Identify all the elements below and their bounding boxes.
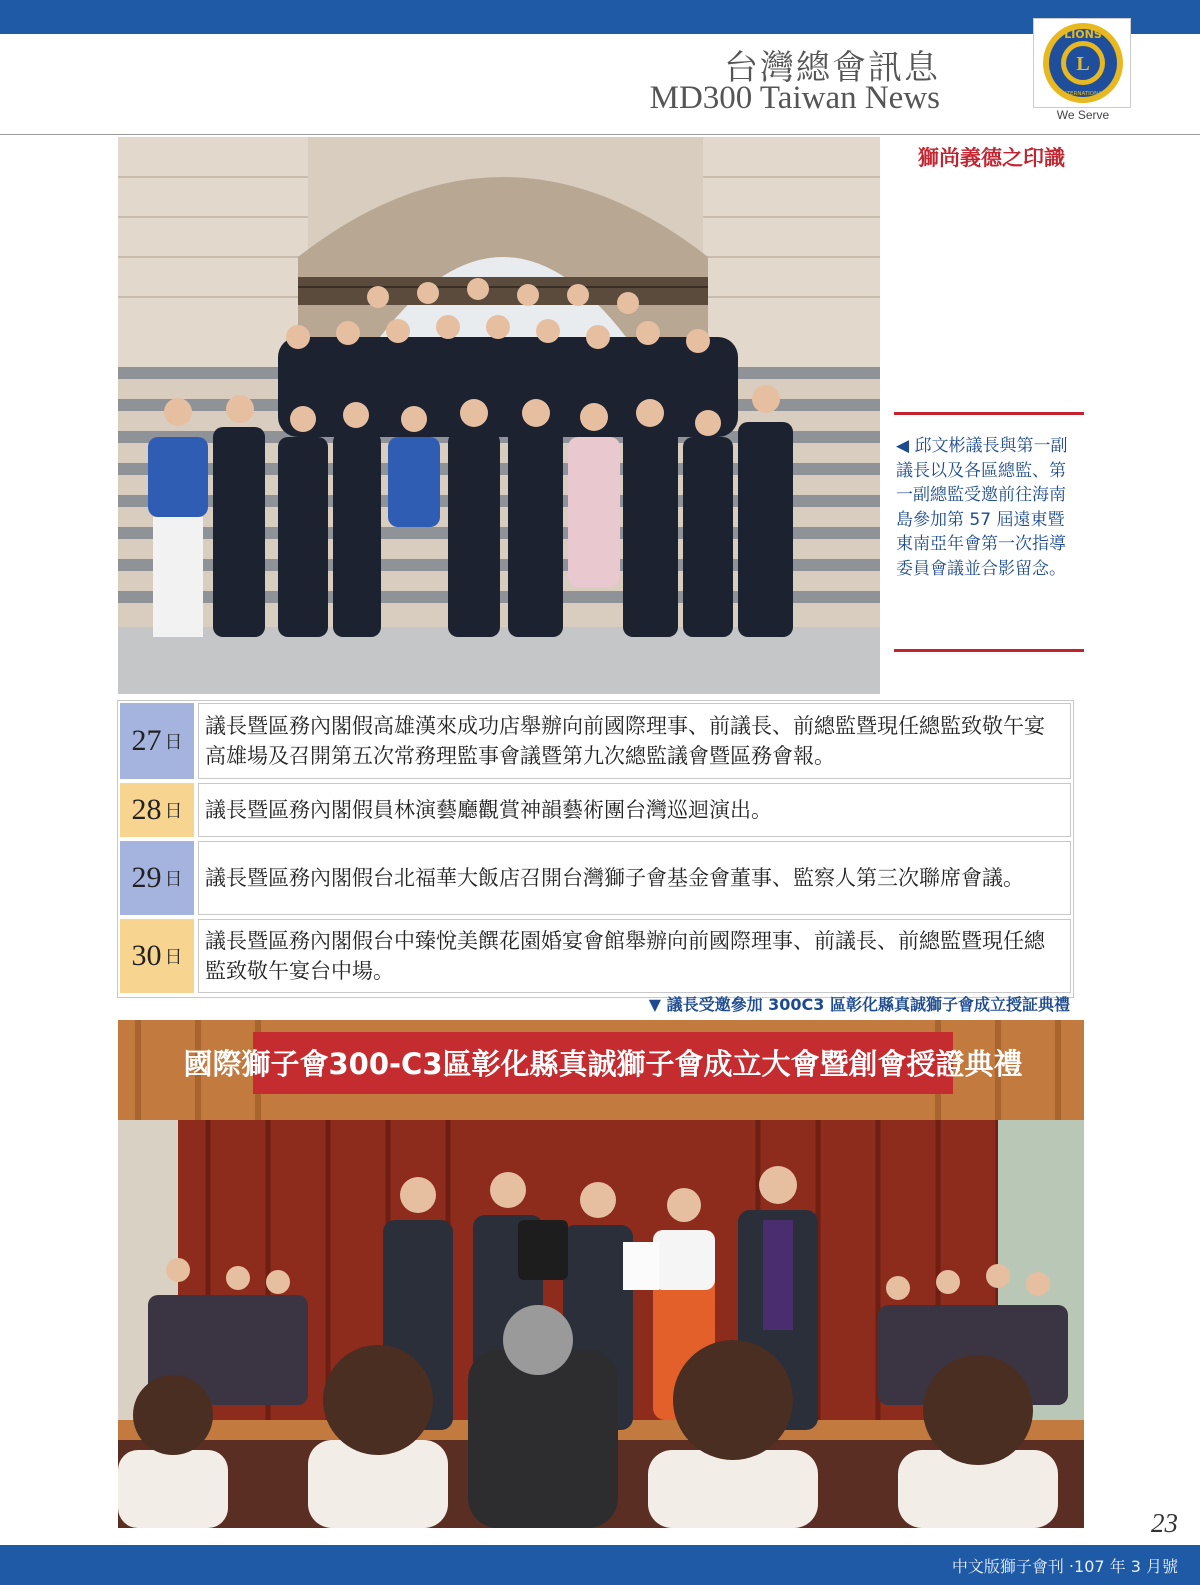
day-unit: 日 <box>164 732 183 753</box>
schedule-table <box>117 700 1074 998</box>
schedule-day <box>120 841 194 915</box>
group-photo-steps <box>118 137 880 694</box>
logo-word: LIONS <box>1064 28 1102 41</box>
schedule-entry: 議長暨區務內閣假台北福華大飯店召開台灣獅子會基金會董事、監察人第三次聯席會議。 <box>198 841 1071 915</box>
schedule-entry: 議長暨區務內閣假員林演藝廳觀賞神韻藝術團台灣巡迴演出。 <box>198 783 1071 837</box>
photo2-caption: ▼ 議長受邀參加 300C3 區彰化縣真誠獅子會成立授証典禮 <box>648 995 1070 1014</box>
page-number: 23 <box>1151 1508 1178 1538</box>
ceremony-photo <box>118 1020 1084 1528</box>
ceremony-banner-text: 國際獅子會300-C3區彰化縣真誠獅子會成立大會暨創會授證典禮 <box>183 1047 1023 1081</box>
header-divider <box>0 134 1200 135</box>
day-number: 30 <box>131 939 162 972</box>
left-arrow-icon: ◀ <box>896 436 910 456</box>
section-tag: 獅尚義德之印識 <box>918 145 1065 170</box>
schedule-day <box>120 919 194 993</box>
top-color-bar <box>0 0 1200 34</box>
day-number: 29 <box>131 861 162 894</box>
ceremony-photo-illustration <box>118 1020 1084 1528</box>
lions-emblem-icon <box>1041 21 1125 105</box>
group-photo-illustration <box>118 137 880 694</box>
schedule-row <box>120 783 1071 837</box>
schedule-day <box>120 703 194 779</box>
day-unit: 日 <box>164 869 183 890</box>
publication-footer: 中文版獅子會刊 ‧107 年 3 月號 <box>951 1557 1178 1576</box>
header-title-chinese: 台灣總會訊息 <box>724 48 940 88</box>
logo-ring-text: INTERNATIONAL <box>1060 91 1106 97</box>
photo1-caption-text: 邱文彬議長與第一副議長以及各區總監、第一副總監受邀前往海南島參加第 57 屆遠東暨東南亞年會第一次指導委員會議並合影留念。 <box>896 436 1068 579</box>
logo-letter: L <box>1076 53 1090 75</box>
day-unit: 日 <box>164 801 183 822</box>
schedule-row <box>120 703 1071 779</box>
day-number: 28 <box>131 793 162 826</box>
photo1-caption <box>896 434 1071 581</box>
header-title-english: MD300 Taiwan News <box>649 80 940 116</box>
schedule-row <box>120 841 1071 915</box>
logo-caption: We Serve <box>1056 108 1110 122</box>
schedule-entry: 議長暨區務內閣假台中臻悅美饌花園婚宴會館舉辦向前國際理事、前議長、前總監暨現任總監致敬午宴台中場。 <box>198 919 1071 993</box>
schedule-day <box>120 783 194 837</box>
schedule-entry: 議長暨區務內閣假高雄漢來成功店舉辦向前國際理事、前議長、前總監暨現任總監致敬午宴高雄場及召開第五次常務理監事會議暨第九次總監議會暨區務會報。 <box>198 703 1071 779</box>
day-number: 27 <box>131 724 162 757</box>
schedule-row <box>120 919 1071 993</box>
day-unit: 日 <box>164 947 183 968</box>
lions-logo <box>1033 18 1131 108</box>
